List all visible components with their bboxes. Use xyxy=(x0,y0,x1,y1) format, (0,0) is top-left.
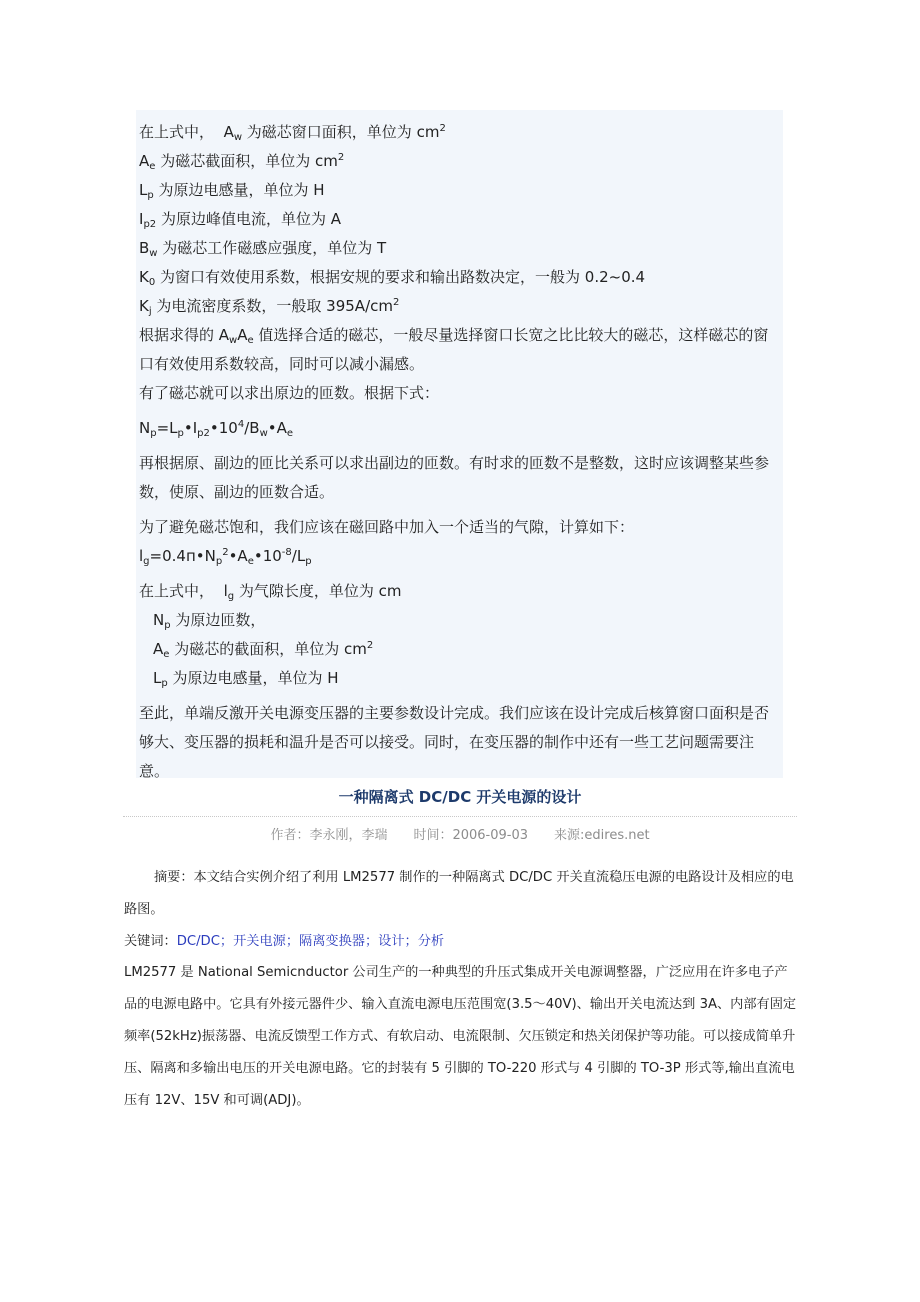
intro-paragraph: LM2577 是 National Semicnductor 公司生产的一种典型的升压式集成开关电源调整器，广泛应用在许多电子产品的电源电路中。它具有外接元器件少、输入直流电源电压范围宽(3.5～40V)、输出开关电流达到 3A、内部有固定频率(52kHz)振荡器、电流反馈型工作方式、有软启动、电流限制、欠压锁定和热关闭保护等功能。可以接成简单升压、隔离和多输出电压的开关电源电路。它的封装有 5 引脚的 TO-220 形式与 4 引脚的 TO-3P 形式等,输出直流电压有 12V、15V 和可调(ADJ)。 xyxy=(124,965,797,1108)
bw-definition: $B_w$ 为磁芯工作磁感应强度，单位为 T xyxy=(139,239,387,259)
conclusion-paragraph: 至此，单端反激开关电源变压器的主要参数设计完成。我们应该在设计完成后核算窗口面积是否够大、变压器的损耗和温升是否可以接受。同时，在变压器的制作中还有一些工艺问题需要注意。 xyxy=(139,704,770,780)
keyword-link[interactable]: 分析 xyxy=(417,933,445,949)
lp-gap-definition: $L_p$ 为原边电感量，单位为 H xyxy=(153,669,339,689)
k0-definition: $K_0$ 为窗口有效使用系数，根据安规的要求和输出路数决定，一般为 0.2~0.4 xyxy=(139,268,646,288)
keyword-link[interactable]: 隔离变换器； xyxy=(299,933,379,949)
turns-intro: 有了磁芯就可以求出原边的匝数。根据下式： xyxy=(139,384,440,402)
author: 作者：李永刚，李瑞 xyxy=(270,828,388,843)
np-definition: $N_p$ 为原边匝数， xyxy=(153,611,266,631)
keyword-link[interactable]: DC/DC； xyxy=(176,933,234,949)
np-formula: $N_p=L_p•I_{p2}•10^4/B_w•A_e$ xyxy=(139,419,294,439)
article-meta xyxy=(0,824,920,843)
ae-gap-definition: $A_e$ 为磁芯的截面积，单位为 $cm^2$ xyxy=(153,640,374,660)
article-title: 一种隔离式 DC/DC 开关电源的设计 xyxy=(338,788,582,806)
article-body xyxy=(124,862,800,1116)
kj-definition: $K_j$ 为电流密度系数，一般取 $395A/cm^2$ xyxy=(139,297,400,317)
lg-formula: $l_g=0.4п•N_p^2•A_e•10^{-8}/L_p$ xyxy=(139,547,312,567)
ae-definition: $A_e$ 为磁芯截面积，单位为 $cm^2$ xyxy=(139,152,345,172)
secondary-turns-paragraph: 再根据原、副边的匝比关系可以求出副边的匝数。有时求的匝数不是整数，这时应该调整某些参数，使原、副边的匝数合适。 xyxy=(139,454,770,501)
transformer-design-section xyxy=(136,110,783,778)
ip2-definition: $I_{p2}$ 为原边峰值电流，单位为 A xyxy=(139,210,341,230)
source: 来源:edires.net xyxy=(554,828,650,843)
air-gap-intro: 为了避免磁芯饱和，我们应该在磁回路中加入一个适当的气隙，计算如下： xyxy=(139,518,635,536)
publish-time: 时间：2006-09-03 xyxy=(413,828,529,843)
lg-definition: 在上式中， $l_g$ 为气隙长度，单位为 cm xyxy=(139,582,402,602)
aw-definition: 在上式中， $A_w$ 为磁芯窗口面积，单位为 $cm^2$ xyxy=(139,123,446,143)
title-divider xyxy=(123,816,797,817)
keywords xyxy=(124,926,800,958)
abstract: 摘要：本文结合实例介绍了利用 LM2577 制作的一种隔离式 DC/DC 开关直流稳压电源的电路设计及相应的电路图。 xyxy=(124,870,794,917)
keyword-link[interactable]: 设计； xyxy=(378,933,418,949)
lp-definition: $L_p$ 为原边电感量，单位为 H xyxy=(139,181,325,201)
keywords-label: 关键词： xyxy=(124,933,177,949)
core-selection-paragraph: 根据求得的 $A_wA_e$ 值选择合适的磁芯，一般尽量选择窗口长宽之比比较大的磁芯，这样磁芯的窗口有效使用系数较高，同时可以减小漏感。 xyxy=(139,326,769,373)
keyword-link[interactable]: 开关电源； xyxy=(233,933,300,949)
